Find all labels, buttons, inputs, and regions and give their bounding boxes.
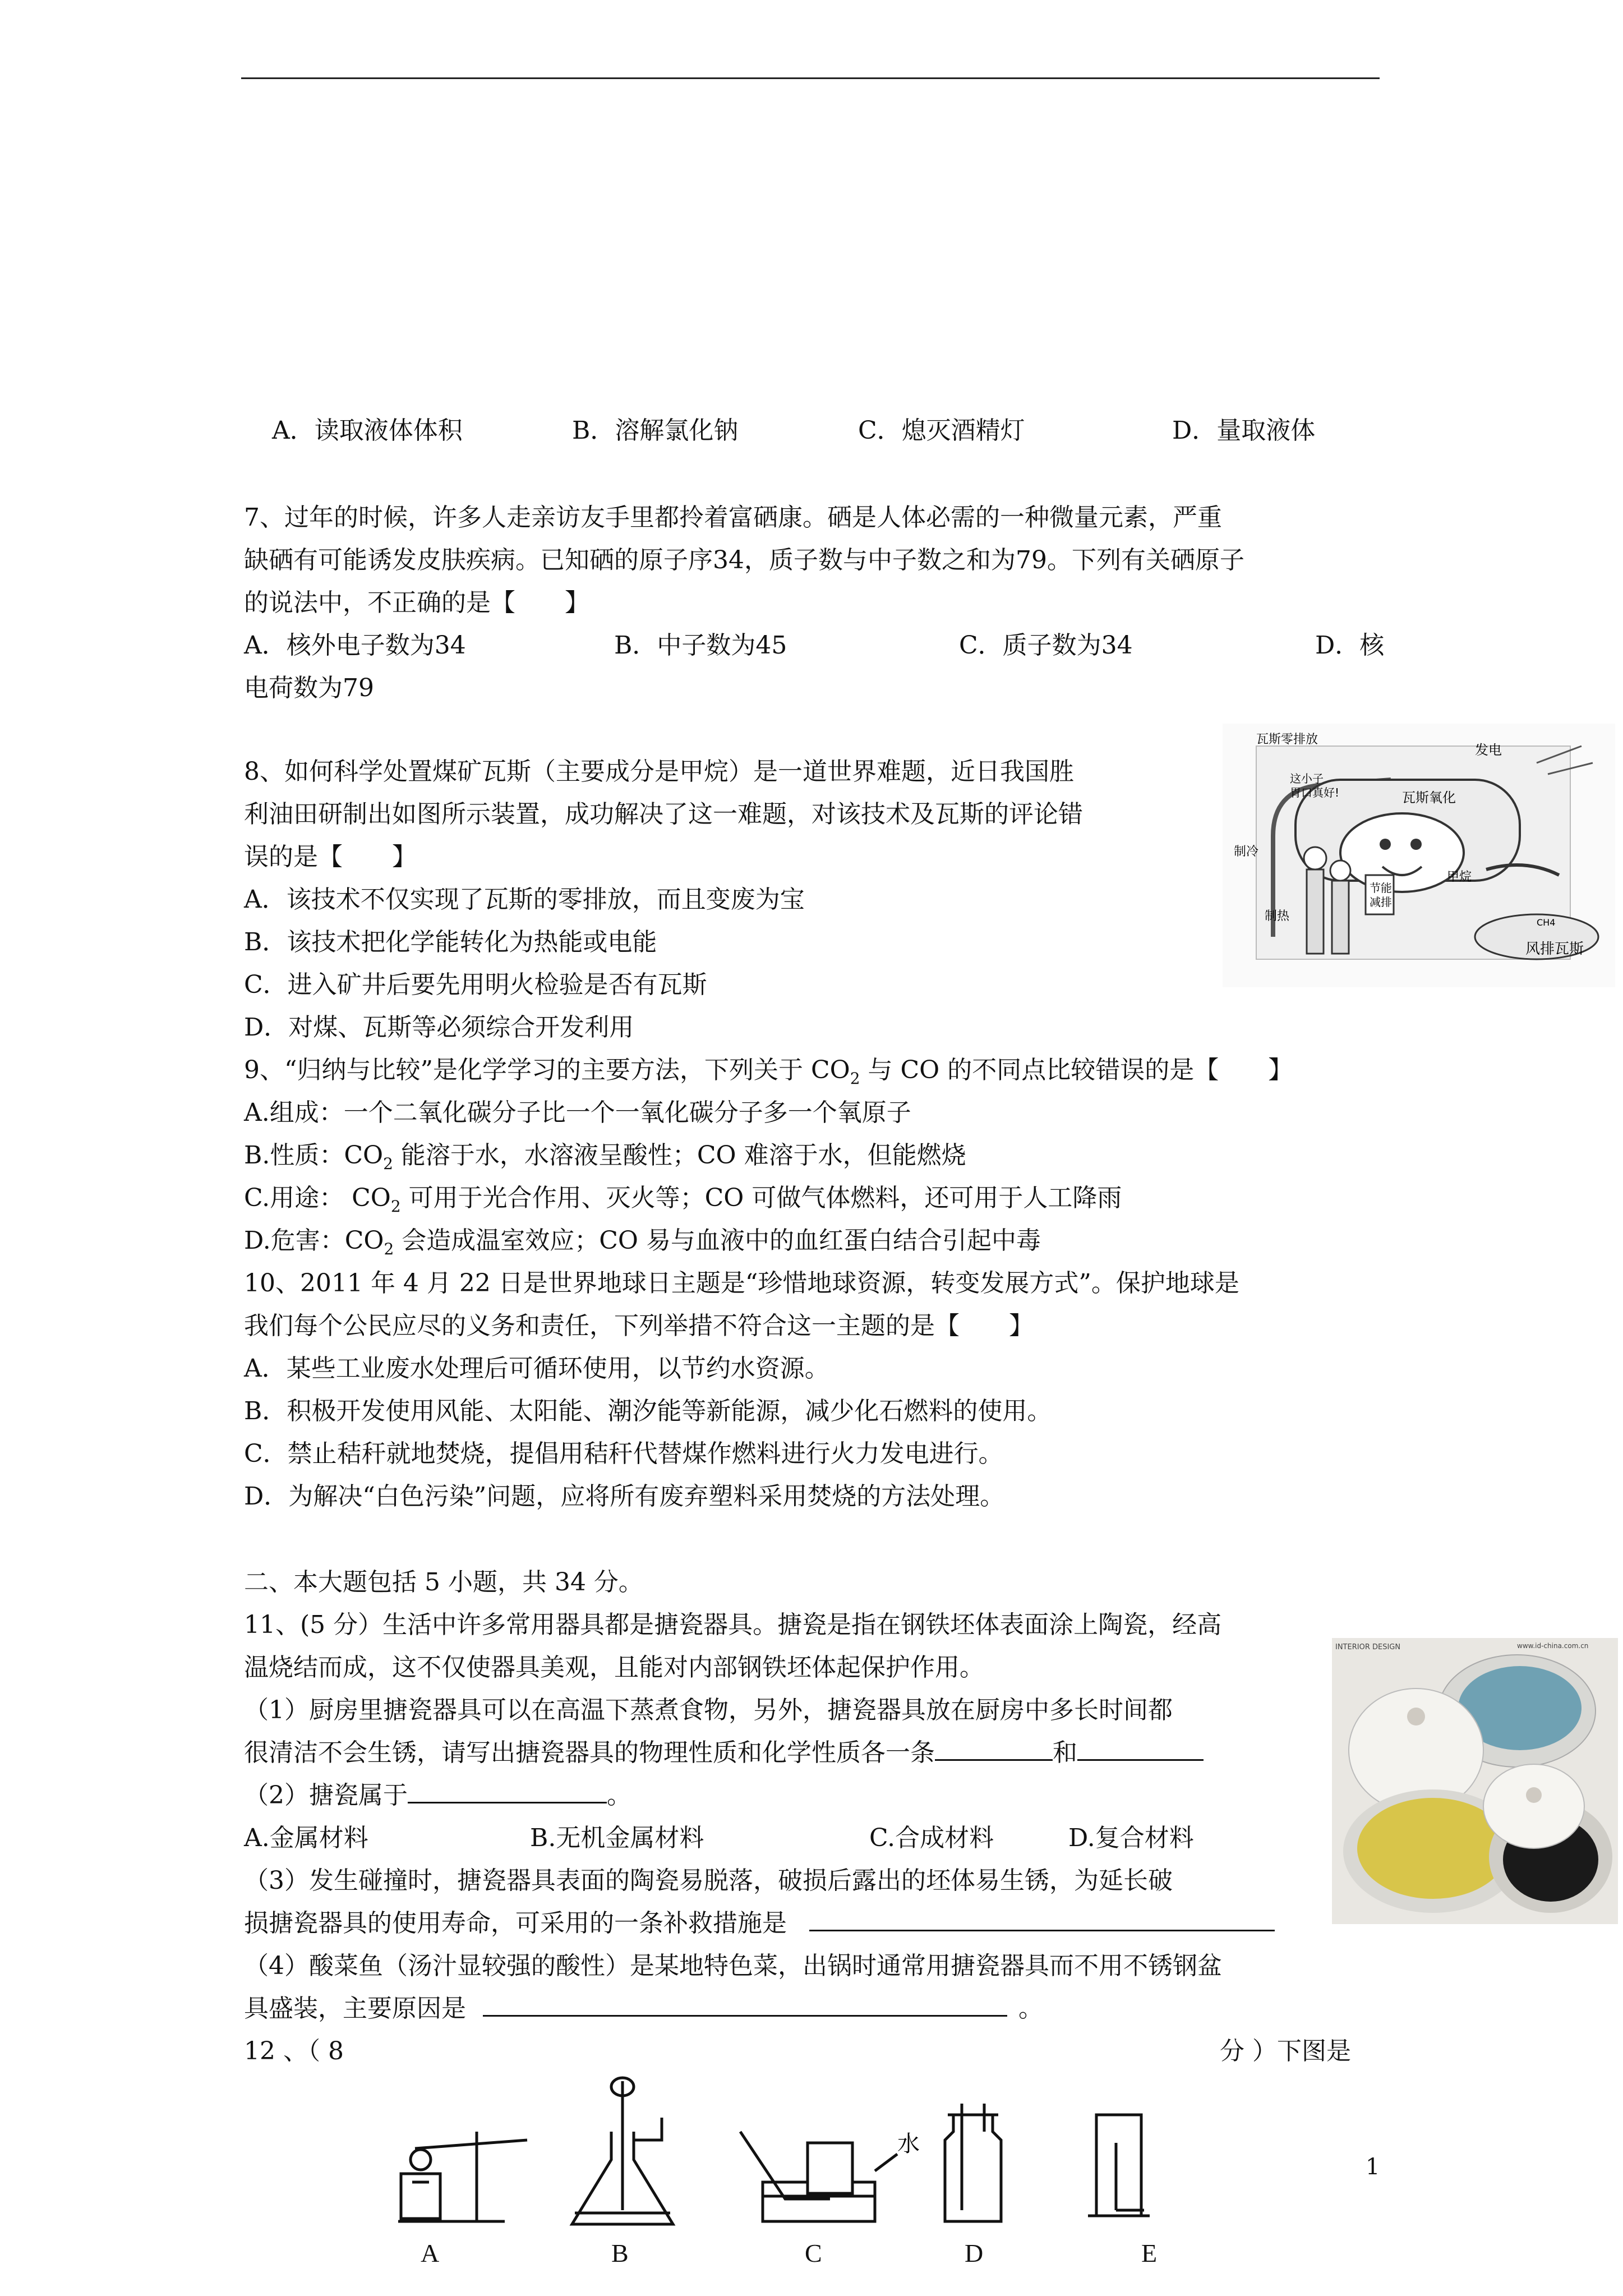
q7-stem-line2: 缺硒有可能诱发皮肤疾病。已知硒的原子序34，质子数与中子数之和为79。下列有关硒原子: [244, 546, 1244, 574]
page-number: 1: [1366, 2154, 1380, 2180]
q11-part3-line1: （3）发生碰撞时，搪瓷器具表面的陶瓷易脱落，破损后露出的坯体易生锈，为延长破: [244, 1866, 1173, 1895]
apparatus-label-b: B: [611, 2239, 629, 2267]
cartoon-label-vent: 风排瓦斯: [1525, 941, 1584, 958]
apparatus-label-a: A: [421, 2239, 440, 2267]
q10-option-c: C．禁止秸秆就地焚烧，提倡用秸秆代替煤作燃料进行火力发电进行。: [244, 1439, 1003, 1468]
q11-option-a: A.金属材料: [244, 1824, 368, 1852]
q10-option-b: B．积极开发使用风能、太阳能、潮汐能等新能源，减少化石燃料的使用。: [244, 1397, 1052, 1425]
q10-stem-line1: 10、2011 年 4 月 22 日是世界地球日主题是“珍惜地球资源，转变发展方式”。保护地球是: [244, 1269, 1239, 1297]
apparatus-row: [393, 2070, 1178, 2238]
apparatus-a-heating: [398, 2132, 527, 2221]
q9-option-b: B.性质：$CO_2$ 能溶于水，水溶液呈酸性；CO 难溶于水，但能燃烧: [244, 1141, 966, 1173]
answer-blank-physical[interactable]: [935, 1733, 1053, 1761]
q9-option-c: C.用途： $CO_2$ 可用于光合作用、灭火等；CO 可做气体燃料，还可用于人工降雨: [244, 1184, 1122, 1216]
apparatus-b-flask: [572, 2078, 673, 2224]
q8-option-d: D．对煤、瓦斯等必须综合开发利用: [244, 1013, 634, 1042]
q7-option-c: C．质子数为34: [959, 631, 1133, 660]
q11-part2: （2）搪瓷属于 。: [244, 1774, 631, 1817]
cartoon-label-reduce: 减排: [1370, 895, 1392, 909]
q8-stem-line3: 误的是【 】: [244, 843, 417, 871]
q10-option-a: A．某些工业废水处理后可循环使用，以节约水资源。: [244, 1354, 829, 1383]
cartoon-label-appetite: 胃口真好!: [1290, 786, 1340, 799]
q11-option-c: C.合成材料: [869, 1824, 994, 1852]
q8-option-b: B．该技术把化学能转化为热能或电能: [244, 928, 657, 956]
q6-option-b: B．溶解氯化钠: [572, 416, 739, 445]
q11-part1-line2: 很清洁不会生锈，请写出搪瓷器具的物理性质和化学性质各一条 和: [244, 1732, 1204, 1774]
q12-stem-end: 分 ）下图是: [1220, 2037, 1351, 2065]
answer-blank-remedy[interactable]: [809, 1904, 1275, 1931]
q11-stem-line1: 11、(5 分）生活中许多常用器具都是搪瓷器具。搪瓷是指在钢铁坯体表面涂上陶瓷，经高: [244, 1611, 1222, 1639]
q7-stem-line3: 的说法中，不正确的是【 】: [244, 588, 589, 617]
section-2-heading: 二、本大题包括 5 小题，共 34 分。: [244, 1568, 643, 1596]
answer-blank-material[interactable]: [408, 1776, 607, 1803]
q8-stem-line2: 利油田研制出如图所示装置，成功解决了这一难题，对该技术及瓦斯的评论错: [244, 800, 1083, 829]
q10-option-d: D．为解决“白色污染”问题，应将所有废弃塑料采用焚烧的方法处理。: [244, 1482, 1005, 1511]
cartoon-label-zero-emission: 瓦斯零排放: [1256, 733, 1318, 747]
q11-part1-line1: （1）厨房里搪瓷器具可以在高温下蒸煮食物，另外，搪瓷器具放在厨房中多长时间都: [244, 1696, 1173, 1724]
q7-option-d: D．核: [1315, 631, 1385, 660]
apparatus-c-water-trough: [740, 2132, 897, 2221]
gas-treatment-cartoon: [1223, 724, 1615, 987]
photo-url-text: www.id-china.com.cn: [1517, 1642, 1589, 1650]
apparatus-label-e: E: [1141, 2239, 1158, 2267]
q7-option-d-cont: 电荷数为79: [244, 674, 374, 702]
cartoon-label-cool: 制冷: [1234, 845, 1259, 859]
q10-stem-line2: 我们每个公民应尽的义务和责任，下列举措不符合这一主题的是【 】: [244, 1312, 1034, 1340]
apparatus-water-label: 水: [897, 2131, 920, 2157]
apparatus-d-gas-bottle: [945, 2104, 1001, 2221]
answer-blank-chemical[interactable]: [1077, 1733, 1204, 1761]
cartoon-label-save: 节能: [1370, 881, 1392, 895]
cartoon-label-kid: 这小子: [1290, 772, 1324, 785]
q11-stem-line2: 温烧结而成，这不仅使器具美观，且能对内部钢铁坯体起保护作用。: [244, 1653, 984, 1682]
q11-part4-line1: （4）酸菜鱼（汤汁显较强的酸性）是某地特色菜，出锅时通常用搪瓷器具而不用不锈钢盆: [244, 1952, 1222, 1980]
q7-option-a: A．核外电子数为34: [244, 631, 466, 660]
header-rule: [241, 77, 1380, 79]
q9-option-a: A.组成：一个二氧化碳分子比一个一氧化碳分子多一个氧原子: [244, 1098, 911, 1127]
cartoon-label-ch4: CH4: [1537, 917, 1556, 928]
cartoon-label-heat: 制热: [1265, 909, 1290, 923]
q11-option-b: B.无机金属材料: [530, 1824, 704, 1852]
cartoon-label-oxidize: 瓦斯氧化: [1402, 790, 1456, 806]
q6-option-c: C．熄灭酒精灯: [858, 416, 1025, 445]
answer-blank-reason[interactable]: [483, 1989, 1007, 2017]
q7-stem-line1: 7、过年的时候，许多人走亲访友手里都拎着富硒康。硒是人体必需的一种微量元素，严重: [244, 503, 1222, 532]
apparatus-label-c: C: [805, 2239, 822, 2267]
cartoon-label-power: 发电: [1475, 742, 1502, 758]
q11-option-d: D.复合材料: [1068, 1824, 1194, 1852]
q7-option-b: B．中子数为45: [614, 631, 787, 660]
apparatus-label-d: D: [965, 2239, 984, 2267]
photo-brand-text: INTERIOR DESIGN: [1335, 1643, 1401, 1651]
q11-part4-line2: 具盛装，主要原因是 。: [244, 1987, 1043, 2030]
q9-stem: 9、“归纳与比较”是化学学习的主要方法，下列关于 $CO_2$ 与 CO 的不同点比较错误的是【 】: [244, 1056, 1293, 1088]
q8-option-a: A．该技术不仅实现了瓦斯的零排放，而且变废为宝: [244, 885, 805, 914]
q12-stem-start: 12 、（ 8: [244, 2037, 344, 2065]
q9-option-d: D.危害：$CO_2$ 会造成温室效应；CO 易与血液中的血红蛋白结合引起中毒: [244, 1226, 1041, 1258]
q8-stem-line1: 8、如何科学处置煤矿瓦斯（主要成分是甲烷）是一道世界难题，近日我国胜: [244, 757, 1074, 786]
q6-option-a: A．读取液体体积: [272, 416, 463, 445]
cartoon-label-methane: 甲烷: [1447, 870, 1472, 884]
apparatus-e-inverted-bottle: [1088, 2115, 1150, 2216]
q8-option-c: C．进入矿井后要先用明火检验是否有瓦斯: [244, 970, 707, 999]
q11-part3-line2: 损搪瓷器具的使用寿命，可采用的一条补救措施是: [244, 1902, 1275, 1945]
enamelware-photo: [1332, 1638, 1618, 1924]
q6-option-d: D．量取液体: [1172, 416, 1316, 445]
